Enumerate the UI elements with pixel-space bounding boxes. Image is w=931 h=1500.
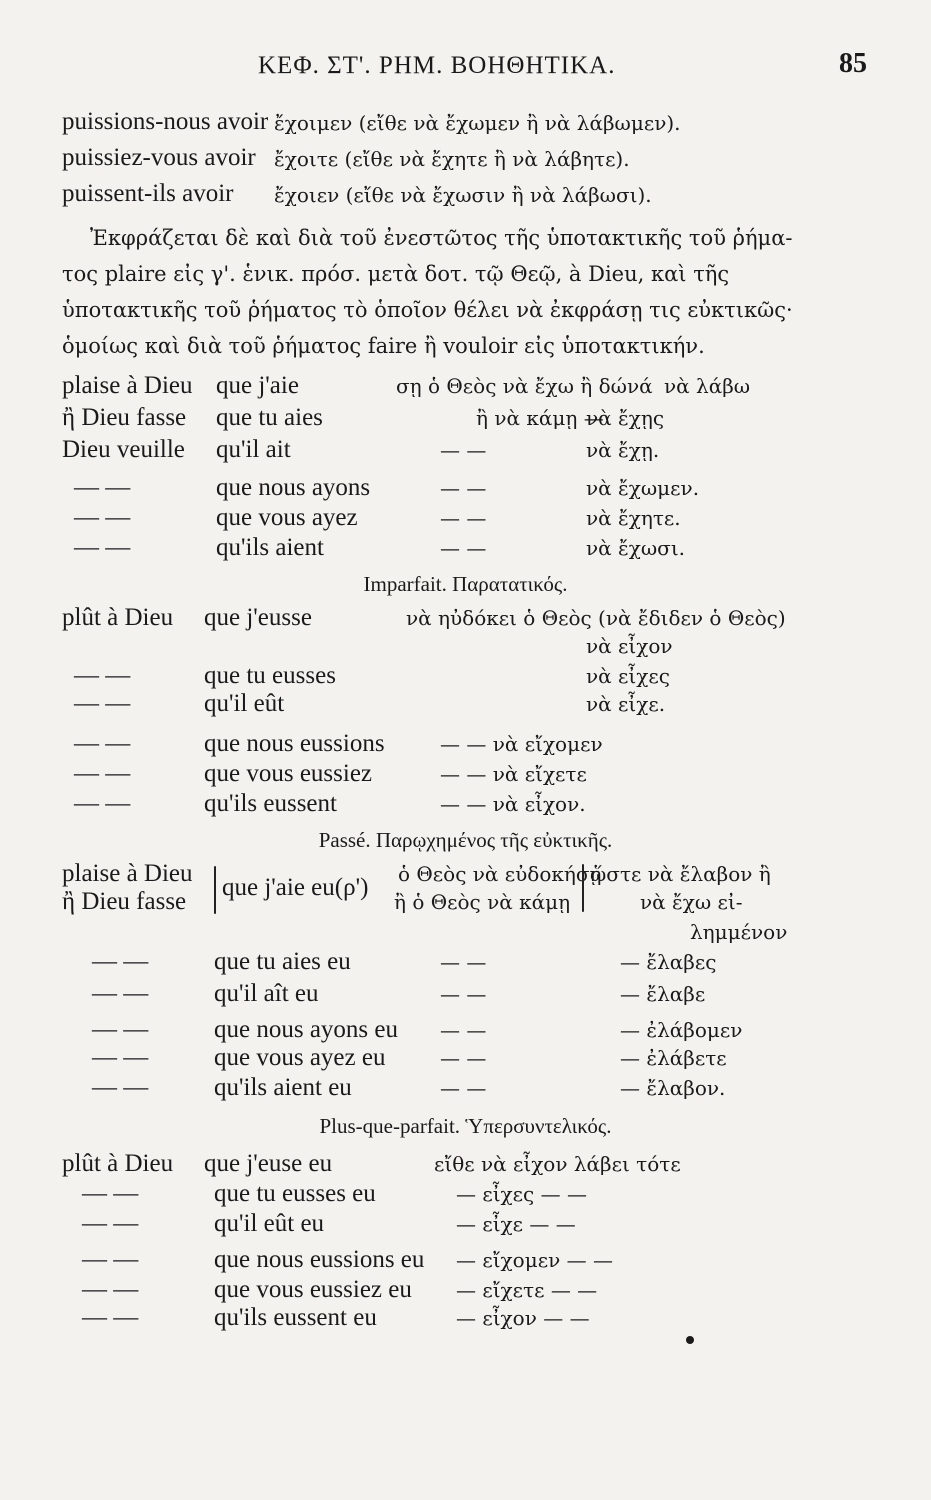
cell-c: — — <box>440 506 487 530</box>
cell-d: ὥστε νὰ ἔλαβον ἢ <box>590 862 771 886</box>
cell-a: plaise à Dieu <box>62 372 193 399</box>
cell-d: νὰ ἔχητε. <box>586 506 681 530</box>
cell-c: — — <box>440 536 487 560</box>
cell-a: — — <box>74 690 131 717</box>
table-row <box>0 1304 931 1340</box>
section-heading: Plus-que-parfait. Ὑπερσυντελικός. <box>319 1114 612 1138</box>
cell-b: que tu eusses <box>204 662 336 689</box>
cell-b: que j'eusse <box>204 604 312 631</box>
table-row <box>0 874 931 910</box>
cell-a: — — <box>92 948 149 975</box>
cell-b: que nous ayons <box>216 474 371 501</box>
table-row <box>0 1074 931 1110</box>
paragraph-line: ὑποτακτικῆς τοῦ ῥήματος τὸ ὁποῖον θέλει νὰ ἐκφράσῃ τις εὐκτικῶς· <box>62 298 793 322</box>
cell-c: νὰ εἶχες <box>586 664 670 688</box>
cell-c: νὰ ηὐδόκει ὁ Θεὸς (νὰ ἔδιδεν ὁ Θεὸς) <box>406 606 786 630</box>
cell-d: νὰ ἔχῃς <box>586 406 665 430</box>
french-form: puissiez-vous avoir <box>62 144 256 171</box>
cell-c: — εἶχες — — <box>456 1182 587 1206</box>
cell-b: qu'il eût <box>204 690 285 717</box>
cell-c: ἢ νὰ κάμῃ — <box>476 406 604 430</box>
cell-c: — — νὰ εἶχον. <box>440 792 586 816</box>
cell-b: que vous ayez <box>216 504 358 531</box>
brace <box>582 864 584 912</box>
ink-spot <box>686 1336 694 1344</box>
cell-b: que tu eusses eu <box>214 1180 376 1207</box>
cell-c: — — <box>440 982 487 1006</box>
cell-c: — — <box>440 438 487 462</box>
table-row <box>0 790 931 826</box>
conjugation-row <box>0 144 931 180</box>
table-row <box>0 534 931 570</box>
cell-c: — — <box>440 950 487 974</box>
cell-c: εἴθε νὰ εἶχον λάβει τότε <box>434 1152 681 1176</box>
cell-a: — — <box>74 504 131 531</box>
cell-c: — εἶχον — — <box>456 1306 590 1330</box>
cell-a: ἢ Dieu fasse <box>62 888 187 915</box>
cell-a: plaise à Dieu <box>62 860 193 887</box>
cell-b: qu'ils aient eu <box>214 1074 352 1101</box>
cell-a: Dieu veuille <box>62 436 185 463</box>
cell-c: — — <box>440 1046 487 1070</box>
cell-b: qu'ils eussent eu <box>214 1304 377 1331</box>
cell-a: — — <box>82 1304 139 1331</box>
cell-d: νὰ ἔχῃ. <box>586 438 660 462</box>
table-row <box>0 980 931 1016</box>
cell-a: — — <box>74 534 131 561</box>
cell-c: σῃ ὁ Θεὸς νὰ ἔχω ἢ δώνά <box>396 374 653 398</box>
greek-form: ἔχοιτε (εἴθε νὰ ἔχητε ἢ νὰ λάβητε). <box>274 147 630 171</box>
paragraph-line: τος plaire εἰς γ'. ἑνικ. πρόσ. μετὰ δοτ. τῷ Θεῷ, à Dieu, καὶ τῆς <box>62 262 730 286</box>
table-row <box>0 404 931 440</box>
section-heading: Passé. Παρῳχημένος τῆς εὐκτικῆς. <box>318 828 613 852</box>
cell-d: νὰ ἔχωμεν. <box>586 476 700 500</box>
cell-a: — — <box>82 1246 139 1273</box>
cell-c: — εἴχομεν — — <box>456 1248 613 1272</box>
cell-a: — — <box>92 1044 149 1071</box>
cell-a: — — <box>74 760 131 787</box>
cell-c: — — <box>440 1076 487 1100</box>
cell-a: — — <box>74 730 131 757</box>
cell-d: — ἔλαβες <box>620 950 717 974</box>
french-form: puissent-ils avoir <box>62 180 234 207</box>
cell-d: — ἔλαβε <box>620 982 706 1006</box>
cell-b: que vous eussiez eu <box>214 1276 412 1303</box>
cell-a: — — <box>74 662 131 689</box>
conjugation-row <box>0 108 931 144</box>
cell-a: plût à Dieu <box>62 1150 174 1177</box>
cell-a: — — <box>92 980 149 1007</box>
cell-a: plût à Dieu <box>62 604 174 631</box>
cell-b: que j'aie eu(ρ') <box>222 874 369 901</box>
cell-a: — — <box>74 790 131 817</box>
table-row <box>0 948 931 984</box>
cell-c: νὰ εἶχε. <box>586 692 666 716</box>
running-head: ΚΕΦ. ΣΤ'. ΡΗΜ. ΒΟΗΘΗΤΙΚΑ. <box>258 52 616 79</box>
cell-c: — εἶχε — — <box>456 1212 576 1236</box>
greek-form: ἔχοιμεν (εἴθε νὰ ἔχωμεν ἢ νὰ λάβωμεν). <box>274 111 681 135</box>
page-header <box>0 48 931 92</box>
cell-b: qu'il eût eu <box>214 1210 325 1237</box>
cell-b: qu'ils eussent <box>204 790 337 817</box>
section-heading: Imparfait. Παρατατικός. <box>363 572 568 596</box>
cell-c: — — <box>440 1018 487 1042</box>
cell-c: ἢ ὁ Θεὸς νὰ κάμῃ <box>394 890 571 914</box>
table-row <box>0 372 931 408</box>
cell-a: — — <box>92 1074 149 1101</box>
cell-b: que nous ayons eu <box>214 1016 398 1043</box>
cell-c: ὁ Θεὸς νὰ εὐδοκήσῃ <box>398 862 602 886</box>
cell-c: — — <box>440 476 487 500</box>
table-row <box>0 1210 931 1246</box>
paragraph-line: ὁμοίως καὶ διὰ τοῦ ῥήματος faire ἢ vouloir εἰς ὑποτακτικήν. <box>62 334 705 358</box>
conjugation-row <box>0 180 931 216</box>
cell-d: νὰ ἔχωσι. <box>586 536 686 560</box>
cell-d: νὰ λάβω <box>664 374 751 398</box>
cell-b: que vous ayez eu <box>214 1044 386 1071</box>
cell-b: que vous eussiez <box>204 760 373 787</box>
cell-a: — — <box>82 1276 139 1303</box>
cell-b: que tu aies eu <box>214 948 351 975</box>
french-form: puissions-nous avoir <box>62 108 269 135</box>
cell-d: — ἐλάβομεν <box>620 1018 743 1042</box>
cell-a: — — <box>82 1180 139 1207</box>
table-row <box>0 690 931 726</box>
cell-d: — ἐλάβετε <box>620 1046 727 1070</box>
cell-b: qu'il aît eu <box>214 980 319 1007</box>
cell-a: — — <box>82 1210 139 1237</box>
cell-b: qu'il ait <box>216 436 291 463</box>
cell-d: λημμένον <box>690 920 788 944</box>
cell-b: qu'ils aient <box>216 534 324 561</box>
cell-d: νὰ ἔχω εἰ- <box>640 890 743 914</box>
cell-c: — — νὰ εἴχετε <box>440 762 587 786</box>
brace <box>214 866 216 914</box>
cell-b: que tu aies <box>216 404 323 431</box>
cell-c: — εἴχετε — — <box>456 1278 598 1302</box>
greek-form: ἔχοιεν (εἴθε νὰ ἔχωσιν ἢ νὰ λάβωσι). <box>274 183 652 207</box>
cell-a: ἢ Dieu fasse <box>62 404 187 431</box>
cell-d: — ἔλαβον. <box>620 1076 726 1100</box>
cell-c: νὰ εἶχον <box>586 634 673 658</box>
table-row <box>0 436 931 472</box>
paragraph-line: Ἐκφράζεται δὲ καὶ διὰ τοῦ ἐνεστῶτος τῆς ὑποτακτικῆς τοῦ ῥήμα- <box>90 226 793 250</box>
cell-b: que j'euse eu <box>204 1150 333 1177</box>
cell-b: que nous eussions <box>204 730 385 757</box>
cell-a: — — <box>74 474 131 501</box>
cell-b: que j'aie <box>216 372 299 399</box>
page-number: 85 <box>839 48 867 79</box>
cell-b: que nous eussions eu <box>214 1246 425 1273</box>
cell-c: — — νὰ εἴχομεν <box>440 732 603 756</box>
cell-a: — — <box>92 1016 149 1043</box>
